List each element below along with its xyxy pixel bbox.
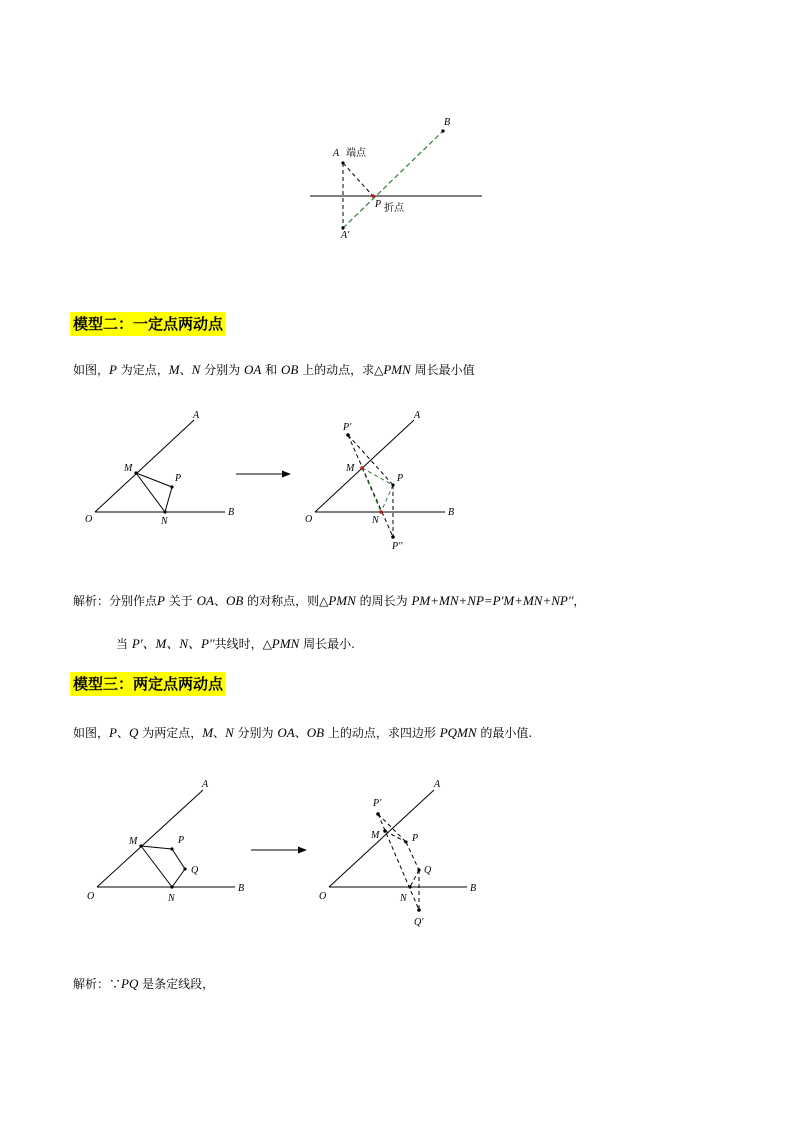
label-a: A <box>202 779 209 790</box>
label-p: P <box>397 473 404 484</box>
segment-p1-q1 <box>378 814 419 910</box>
label-a-prime: A' <box>341 230 350 241</box>
analysis-text-model-2-line1: 解析：分别作点P 关于 OA、OB 的对称点，则△PMN 的周长为 PM+MN+NP=P'M+MN+NP''， <box>73 593 586 608</box>
point-p <box>404 840 407 843</box>
label-p: P <box>375 199 382 210</box>
label-m: M <box>371 830 380 841</box>
label-p: P <box>178 835 185 846</box>
segment-p-q <box>406 842 419 870</box>
label-q: Q <box>191 865 199 876</box>
label-n: N <box>400 893 407 904</box>
label-o: O <box>85 514 93 525</box>
label-n: N <box>372 515 379 526</box>
label-b: B <box>448 507 455 518</box>
label-o: O <box>319 891 327 902</box>
label-p-double-prime: P'' <box>392 541 403 552</box>
problem-text-model-3: 如图，P、Q 为两定点，M、N 分别为 OA、OB 上的动点，求四边形 PQMN 的最小值. <box>73 725 533 740</box>
label-m: M <box>129 836 138 847</box>
label-p-prime: P' <box>373 798 382 809</box>
label-o: O <box>305 514 313 525</box>
problem-text-model-2: 如图，P 为定点，M、N 分别为 OA 和 OB 上的动点，求△PMN 周长最小值 <box>73 362 475 377</box>
segment-q-n <box>410 870 419 887</box>
section-heading-model-2: 模型二：一定点两动点 <box>70 312 226 336</box>
label-b: B <box>444 117 451 128</box>
section-heading-model-3: 模型三：两定点两动点 <box>70 672 226 696</box>
label-a: A <box>333 148 340 159</box>
label-m: M <box>346 463 355 474</box>
label-p: P <box>175 473 182 484</box>
label-q: Q <box>424 865 432 876</box>
label-n: N <box>168 893 175 904</box>
label-p-prime: P' <box>343 422 352 433</box>
label-b: B <box>238 883 245 894</box>
label-b: B <box>470 883 477 894</box>
label-n: N <box>161 516 168 527</box>
label-p: P <box>412 833 419 844</box>
analysis-text-model-3: 解析：∵PQ 是条定线段， <box>73 976 215 991</box>
label-m: M <box>124 463 133 474</box>
label-p-note: 折点 <box>384 203 404 214</box>
point-q-prime <box>417 908 421 912</box>
label-a-note: 端点 <box>346 148 366 159</box>
label-a: A <box>193 410 200 421</box>
analysis-text-model-2-line2: 当 P'、M、N、P''共线时，△PMN 周长最小. <box>116 636 355 651</box>
label-a: A <box>414 410 421 421</box>
point-q <box>417 868 420 871</box>
point-m <box>383 829 387 833</box>
point-n <box>408 885 411 888</box>
point-p-prime <box>376 812 380 816</box>
label-a: A <box>434 779 441 790</box>
label-o: O <box>87 891 95 902</box>
label-b: B <box>228 507 235 518</box>
label-q-prime: Q' <box>414 917 424 928</box>
